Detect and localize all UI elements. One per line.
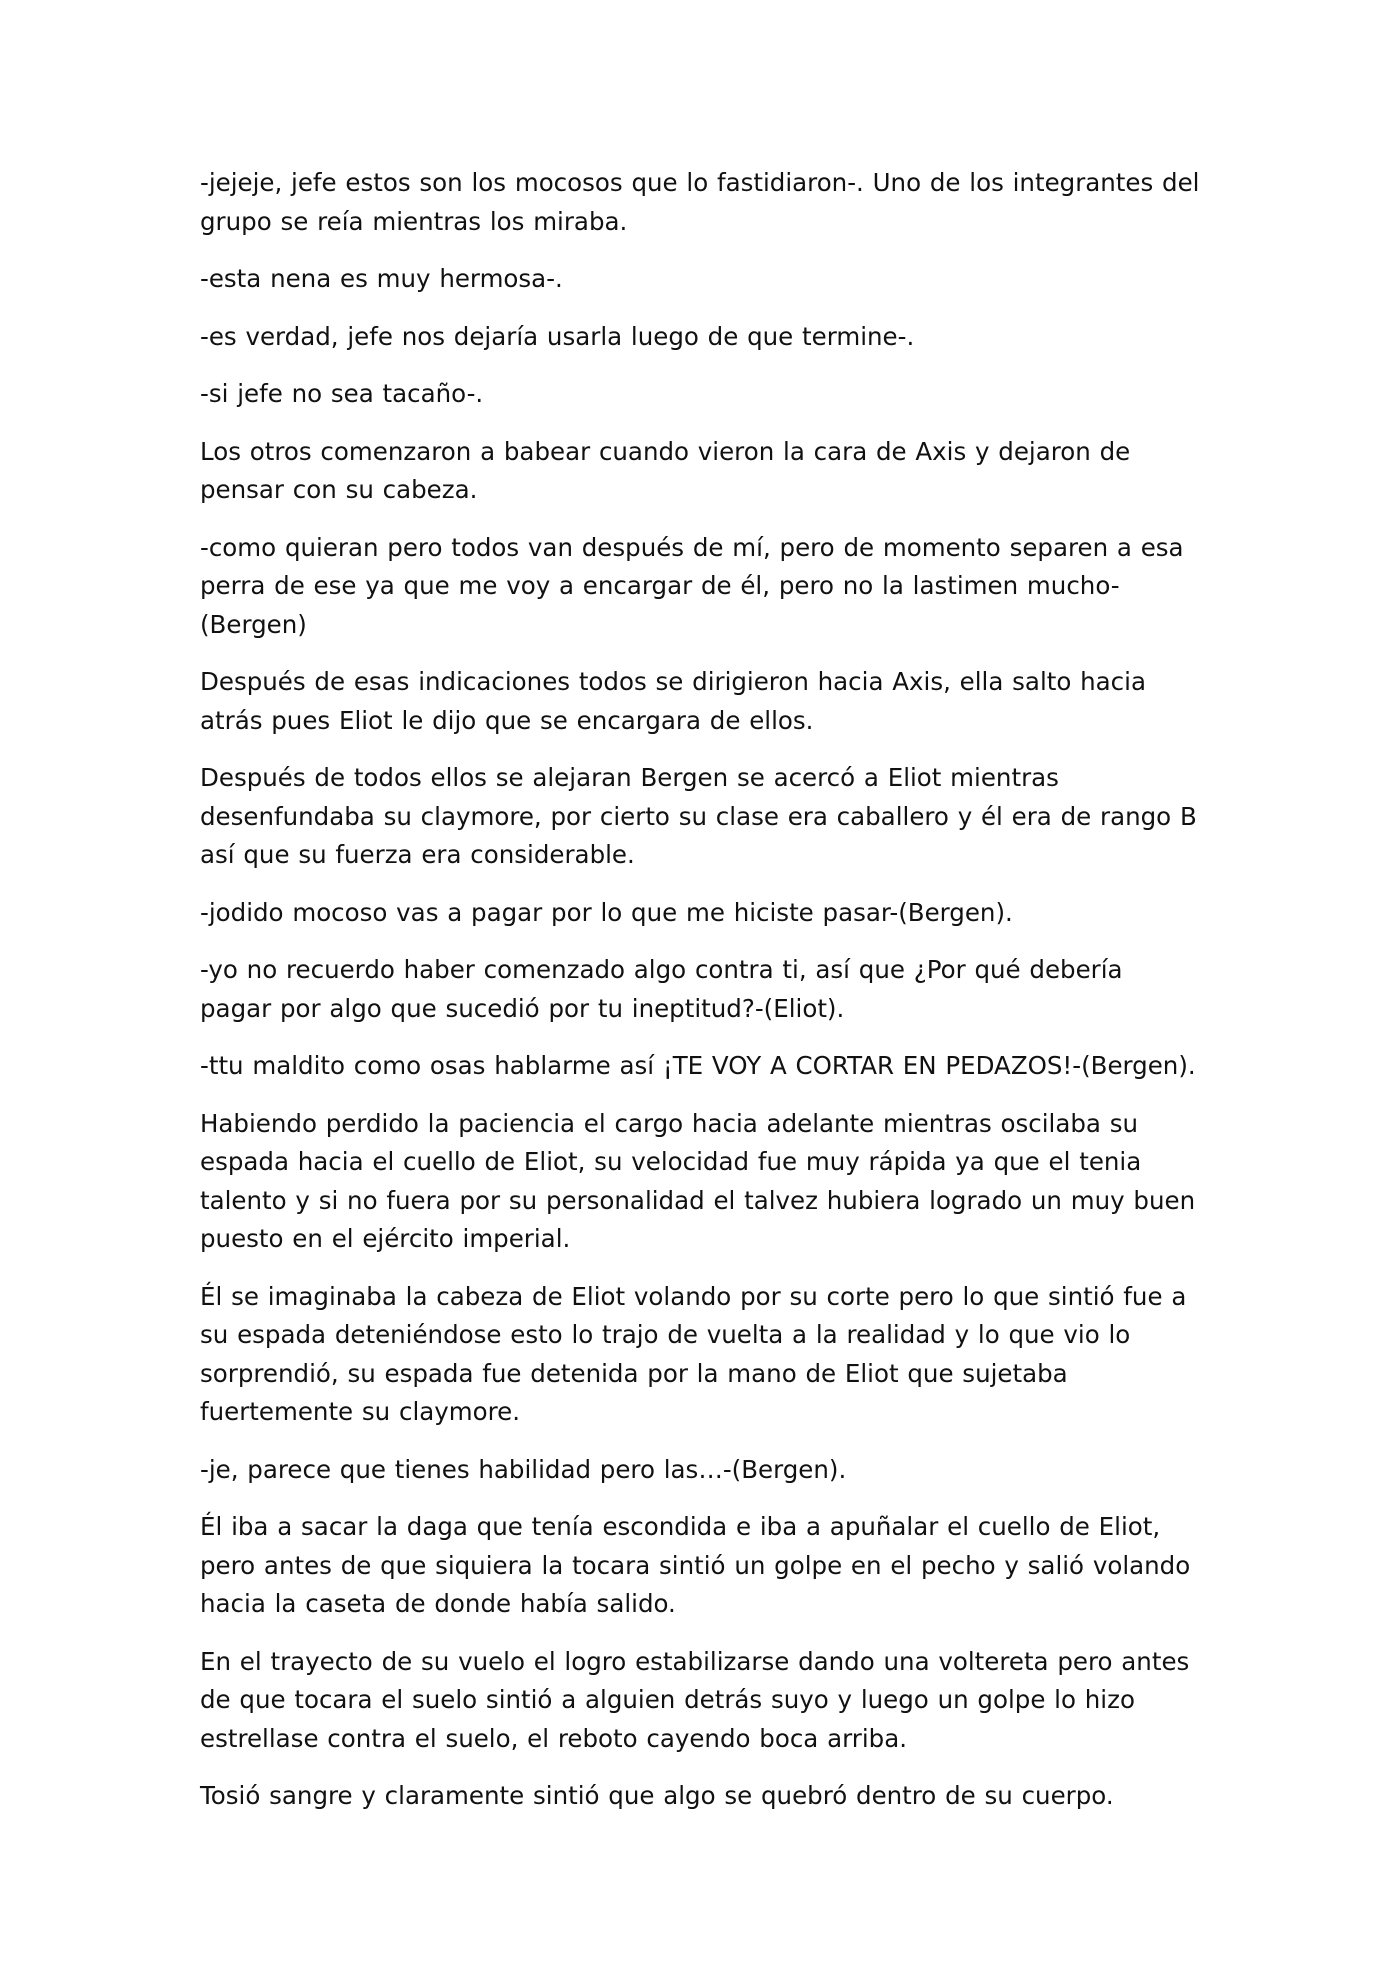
paragraph: -jodido mocoso vas a pagar por lo que me hiciste pasar-(Bergen). <box>200 897 1013 927</box>
paragraph: Después de esas indicaciones todos se dirigieron hacia Axis, ella salto hacia atrás pues Eliot le dijo que se encargara de ellos. <box>200 667 1146 735</box>
paragraph: -ttu maldito como osas hablarme así ¡TE VOY A CORTAR EN PEDAZOS!-(Bergen). <box>200 1051 1196 1080</box>
paragraph: -je, parece que tienes habilidad pero las…-(Bergen). <box>200 1454 847 1484</box>
paragraph: Tosió sangre y claramente sintió que algo se quebró dentro de su cuerpo. <box>200 1781 1114 1810</box>
paragraph: Los otros comenzaron a babear cuando vieron la cara de Axis y dejaron de pensar con su cabeza. <box>200 436 1131 504</box>
paragraph: -como quieran pero todos van después de mí, pero de momento separen a esa perra de ese ya que me voy a encargar de él, pero no la lastimen mucho-(Bergen) <box>200 532 1184 639</box>
paragraph: En el trayecto de su vuelo el logro estabilizarse dando una voltereta pero antes de que tocara el suelo sintió a alguien detrás suyo y luego un golpe lo hizo estrellase contra el suelo, el reboto cayendo boca arriba. <box>200 1646 1190 1753</box>
paragraph: -yo no recuerdo haber comenzado algo contra ti, así que ¿Por qué debería pagar por algo que sucedió por tu ineptitud?-(Eliot). <box>200 955 1123 1023</box>
paragraph: Habiendo perdido la paciencia el cargo hacia adelante mientras oscilaba su espada hacia el cuello de Eliot, su velocidad fue muy rápida ya que el tenia talento y si no fuera por su personalidad el talvez hubiera logrado un muy buen puesto en el ejército imperial. <box>200 1108 1196 1253</box>
paragraph: -jejeje, jefe estos son los mocosos que lo fastidiaron-. Uno de los integrantes del grupo se reía mientras los miraba. <box>200 168 1200 236</box>
paragraph: -si jefe no sea tacaño-. <box>200 379 484 408</box>
paragraph: -esta nena es muy hermosa-. <box>200 264 563 293</box>
paragraph: -es verdad, jefe nos dejaría usarla luego de que termine-. <box>200 321 915 351</box>
document-body <box>200 164 1200 1835</box>
paragraph: Él iba a sacar la daga que tenía escondida e iba a apuñalar el cuello de Eliot, pero antes de que siquiera la tocara sintió un golpe en el pecho y salió volando hacia la caseta de donde había salido. <box>200 1512 1191 1618</box>
paragraph: Después de todos ellos se alejaran Bergen se acercó a Eliot mientras desenfundaba su claymore, por cierto su clase era caballero y él era de rango B así que su fuerza era considerable. <box>200 763 1197 869</box>
paragraph: Él se imaginaba la cabeza de Eliot volando por su corte pero lo que sintió fue a su espada deteniéndose esto lo trajo de vuelta a la realidad y lo que vio lo sorprendió, su espada fue detenida por la mano de Eliot que sujetaba fuertemente su claymore. <box>200 1281 1187 1426</box>
